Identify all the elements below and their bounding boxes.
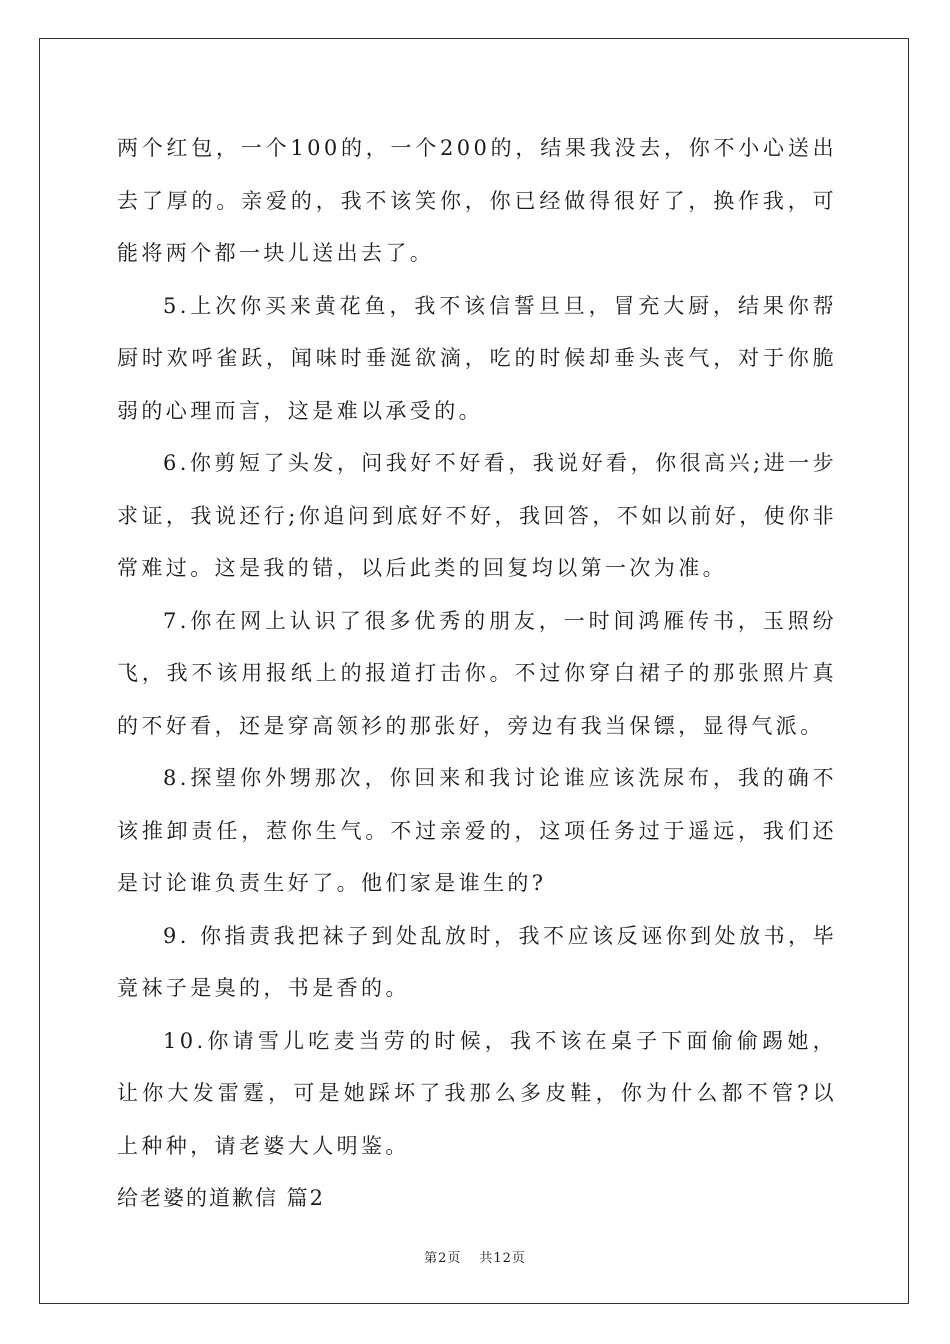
page-footer [0,1247,950,1266]
paragraph-item-10: 10.你请雪儿吃麦当劳的时候，我不该在桌子下面偷偷踢她，让你大发雷霆，可是她踩坏了我那么多皮鞋，你为什么都不管?以上种种，请老婆大人明鉴。 [117,1028,837,1158]
paragraph-item-6: 6.你剪短了头发，问我好不好看，我说好看，你很高兴;进一步求证，我说还行;你追问到底好不好，我回答，不如以前好，使你非常难过。这是我的错，以后此类的回复均以第一次为准。 [117,451,837,580]
paragraph-red-envelopes: 两个红包，一个100的，一个200的，结果我没去，你不小心送出去了厚的。亲爱的，我不该笑你，你已经做得很好了，换作我，可能将两个都一块儿送出去了。 [117,136,837,265]
paragraph-item-9: 9. 你指责我把袜子到处乱放时，我不应该反诬你到处放书，毕竟袜子是臭的，书是香的。 [117,923,837,1000]
paragraph-item-5: 5.上次你买来黄花鱼，我不该信誓旦旦，冒充大厨，结果你帮厨时欢呼雀跃，闻味时垂涎欲滴，吃的时候却垂头丧气，对于你脆弱的心理而言，这是难以承受的。 [117,293,837,423]
page-number: 第2页 [424,1251,462,1266]
paragraph-item-7: 7.你在网上认识了很多优秀的朋友，一时间鸿雁传书，玉照纷飞，我不该用报纸上的报道打击你。不过你穿白裙子的那张照片真的不好看，还是穿高领衫的那张好，旁边有我当保镖，显得气派。 [117,608,837,738]
paragraph-item-8: 8.探望你外甥那次，你回来和我讨论谁应该洗尿布，我的确不该推卸责任，惹你生气。不过亲爱的，这项任务过于遥远，我们还是讨论谁负责生好了。他们家是谁生的? [117,766,837,895]
page-total: 共12页 [479,1251,526,1266]
document-body [117,122,837,1225]
section-heading: 给老婆的道歉信 篇2 [117,1186,326,1210]
